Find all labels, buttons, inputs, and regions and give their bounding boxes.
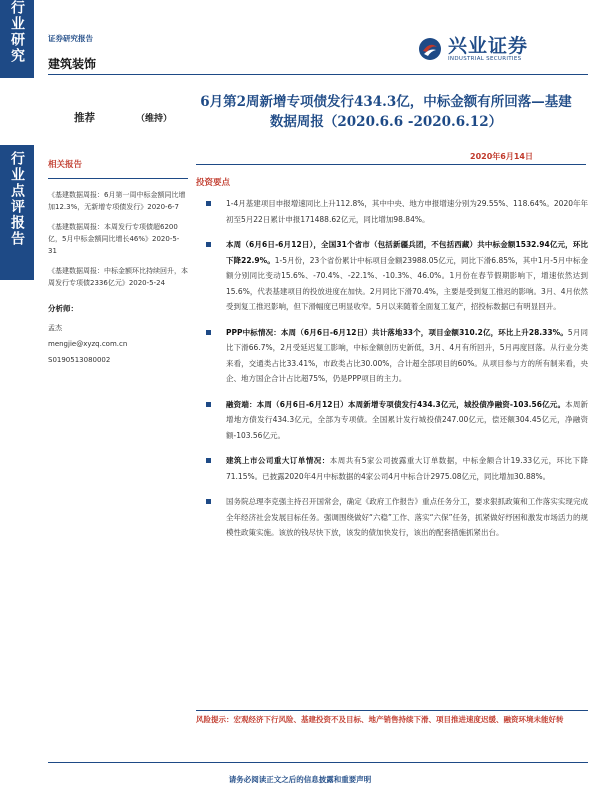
highlight-bullet: 建筑上市公司重大订单情况：本周共有5家公司披露重大订单数据，中标金额合计19.33亿元，环比下降71.15%。已披露2020年4月中标数据的4家公司4月中标合计2975.08亿元，同比增加30.88%。 (196, 453, 588, 484)
related-report-link[interactable]: 《基建数据周报：本周发行专项债超6200亿，5月中标金额同比增长46%》2020-5-31 (48, 223, 180, 255)
analyst-name: 孟杰 (48, 324, 62, 332)
report-category-band: 行业点评报告 (0, 145, 34, 280)
left-band (0, 0, 34, 800)
report-date: 2020年6月14日 (470, 152, 533, 161)
related-report-link[interactable]: 《基建数据周报：中标金额环比持续回升，本周发行专项债2336亿元》2020-5-24 (48, 267, 188, 287)
related-reports-heading: 相关报告 (48, 160, 83, 170)
logo-english-name: INDUSTRIAL SECURITIES (448, 56, 522, 62)
logo-mark-icon (418, 37, 442, 61)
risk-divider (196, 710, 588, 711)
footer-divider (48, 762, 588, 763)
highlight-bullet: 本周（6月6日-6月12日），全国31个省市（包括新疆兵团，不包括西藏）共中标金额1532.94亿元，环比下降22.9%。1-5月份，23个省份累计中标项目金额23988.05亿元，同比下滑6.85%，其中1月-5月中标金额分别同比变动15.6%、-70.4%、-22.1%、-10.3%、46.0%。1月份在春节假期影响下，增速依然达到15.6%，代表基建项目的投放进度在加快。2月同比下滑70.4%，主要是受到复工推迟的影响。3月、4月依然受到复工推迟影响，但下滑幅度已明显收窄。5月以来随着全面复工复产，招投标数据已有明显回升。 (196, 237, 588, 315)
report-type-band: 行业研究 (0, 0, 34, 78)
highlight-bullet: PPP中标情况：本周（6月6日-6月12日）共计落地33个，项目金额310.2亿，环比上升28.33%。5月同比下滑66.7%，2月受延迟复工影响，中标金额创历史新低，3月、4月有所回升，5月再度回落。从行业分类来看，交通类占比33.41%，市政类占比30.00%，合计超全部项目的60%。从项目参与方的所有制来看，央企、地方国企合计占比超75%，仍是PPP项目的主力。 (196, 325, 588, 387)
highlight-bullet: 1-4月基建项目申报增速同比上升112.8%，其中中央、地方申报增速分别为29.55%、118.64%。2020年年初至5月22日累计申报171488.62亿元，同比增加98.84%。 (196, 196, 588, 227)
analyst-heading: 分析师： (48, 304, 78, 313)
investment-highlights-heading: 投资要点 (196, 178, 231, 188)
rating-label: 推荐 (74, 112, 95, 124)
logo-chinese-name: 兴业证券 (448, 35, 529, 57)
highlight-bullet: 国务院总理李克强主持召开国常会，确定《政府工作报告》重点任务分工，要求狠抓政策和工作落实实现完成全年经济社会发展目标任务。强调围绕做好“六稳”工作、落实“六保”任务，抓紧做好纾困和激发市场活力的规模性政策实施。该放的钱尽快下放，该发的债加快发行，该出的配套措施抓紧出台。 (196, 494, 588, 541)
sidebar (48, 158, 188, 368)
main-content (196, 176, 588, 551)
header-divider (48, 74, 588, 75)
disclaimer-footer: 请务必阅读正文之后的信息披露和重要声明 (228, 775, 372, 784)
sector-title: 建筑装饰 (48, 57, 97, 71)
analyst-block (48, 303, 188, 368)
report-tag: 证券研究报告 (48, 34, 93, 43)
rating-note: （维持） (136, 114, 173, 124)
risk-warning: 风险提示：宏观经济下行风险、基建投资不及目标、地产销售持续下滑、项目推进速度迟缓、融资环境未能好转 (196, 715, 564, 724)
highlight-bullet: 融资端：本周（6月6日-6月12日）本周新增专项债发行434.3亿元，城投债净融资-103.56亿元。本周新增地方债发行434.3亿元，全部为专项债。全国累计发行城投债247.00亿元，偿还额304.45亿元，净融资额-103.56亿元。 (196, 397, 588, 444)
analyst-email[interactable]: mengjie@xyzq.com.cn (48, 340, 128, 348)
related-report-link[interactable]: 《基建数据周报：6月第一周中标金额同比增加12.3%，无新增专项债发行》2020-6-7 (48, 191, 186, 211)
company-logo (418, 36, 528, 62)
report-title: 6月第2周新增专项债发行434.3亿，中标金额有所回落—基建数据周报（2020.6.6 -2020.6.12） (200, 94, 572, 130)
sidebar-divider (48, 178, 188, 179)
date-divider (196, 164, 586, 165)
analyst-certificate: S0190513080002 (48, 356, 111, 364)
